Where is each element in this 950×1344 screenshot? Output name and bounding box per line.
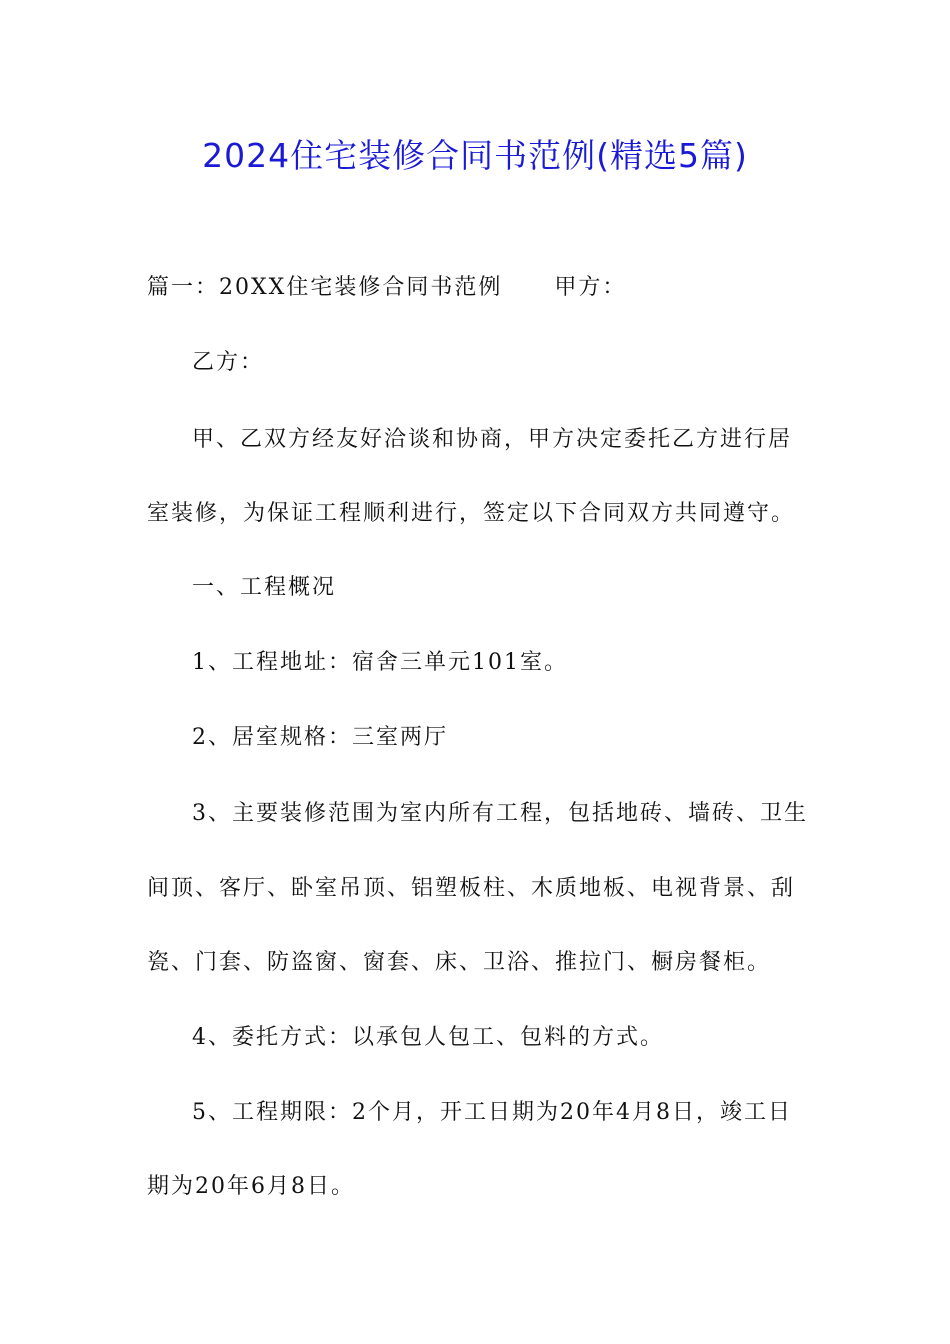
chapter-title: 篇一：20XX住宅装修合同书范例 [147,275,503,300]
item-3-line-3: 瓷、门套、防盗窗、窗套、床、卫浴、推拉门、橱房餐柜。 [147,950,772,975]
item-3-line-2: 间顶、客厅、卧室吊顶、铝塑板柱、木质地板、电视背景、刮 [147,876,796,901]
party-b-label: 乙方： [192,350,265,375]
item-5-line-2: 期为20年6月8日。 [147,1174,355,1199]
intro-line-2: 室装修，为保证工程顺利进行，签定以下合同双方共同遵守。 [147,501,796,526]
party-a-label: 甲方： [554,275,627,300]
item-5-line-1: 5、工程期限：2个月，开工日期为20年4月8日，竣工日 [192,1100,792,1125]
intro-line-1: 甲、乙双方经友好洽谈和协商，甲方决定委托乙方进行居 [192,427,793,452]
item-1: 1、工程地址：宿舍三单元101室。 [192,650,568,675]
item-3-line-1: 3、主要装修范围为室内所有工程，包括地砖、墙砖、卫生 [192,801,808,826]
document-title: 2024住宅装修合同书范例(精选5篇) [202,136,748,175]
section-1-title: 一、工程概况 [192,575,337,600]
chapter-heading [147,270,807,301]
item-2: 2、居室规格：三室两厅 [192,725,448,750]
item-4: 4、委托方式：以承包人包工、包料的方式。 [192,1025,664,1050]
